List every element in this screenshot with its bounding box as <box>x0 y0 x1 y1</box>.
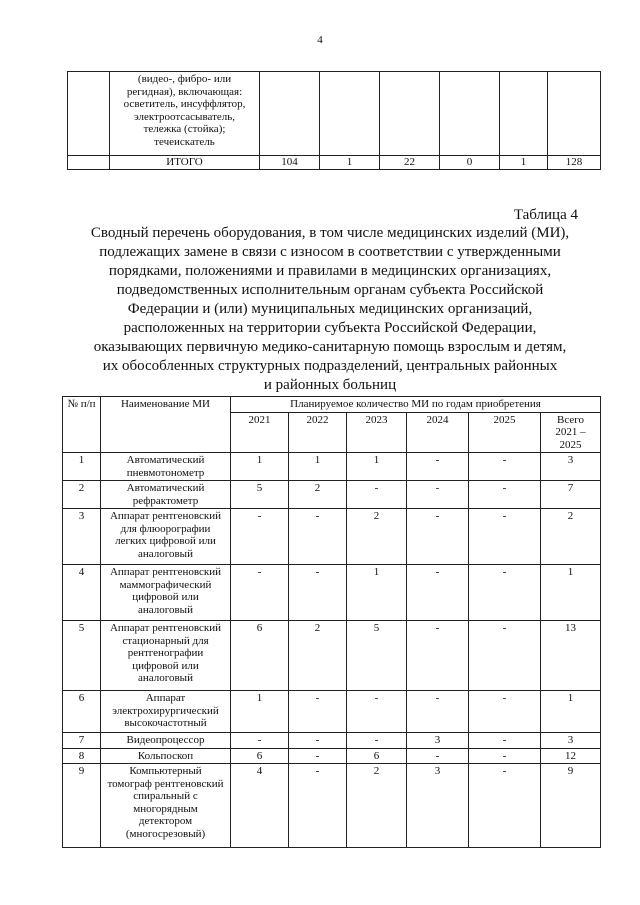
table-row <box>63 509 601 565</box>
document-title <box>70 224 590 395</box>
title-line: порядками, положениями и правилами в медицинских организациях, <box>108 263 552 279</box>
row-name <box>101 481 231 509</box>
table-caption: Таблица 4 <box>513 207 578 223</box>
row-year-value: 1 <box>347 453 407 481</box>
row-name-line: маммографический <box>119 578 212 591</box>
row-year-value: - <box>469 748 541 764</box>
row-name <box>101 453 231 481</box>
row-name-line: Автоматический <box>126 482 205 494</box>
row-name-line: Аппарат рентгеновский <box>109 510 222 522</box>
row-year-value: - <box>469 509 541 565</box>
equipment-table <box>62 396 601 848</box>
row-number: 1 <box>63 453 101 481</box>
row-year-value: 2 <box>347 764 407 848</box>
row-name-line: Аппарат рентгеновский <box>109 622 222 634</box>
row-year-value: 1 <box>231 691 289 733</box>
row-name-line: рентгенографии <box>127 647 204 659</box>
row-number: 2 <box>63 481 101 509</box>
row-year-value: 5 <box>347 621 407 691</box>
row-year-value: - <box>407 565 469 621</box>
row-total: 2 <box>541 509 601 565</box>
row-name <box>101 509 231 565</box>
row-name-line: цифровой или <box>132 591 199 603</box>
row-year-value: - <box>407 621 469 691</box>
row-year-value: - <box>289 691 347 733</box>
row-total: 13 <box>541 621 601 691</box>
row-year-value: - <box>289 565 347 621</box>
row-year-value: - <box>289 733 347 749</box>
table-row <box>63 733 601 749</box>
total-row <box>68 156 601 170</box>
continuation-name-line: электроотсасыватель, <box>133 110 236 123</box>
row-name-line: Аппарат рентгеновский <box>109 566 222 578</box>
header-total-line: 2021 – <box>555 426 586 438</box>
continuation-name-line: (видео-, фибро- или <box>137 73 232 85</box>
row-year-value: 1 <box>289 453 347 481</box>
row-number: 6 <box>63 691 101 733</box>
row-year-value: - <box>407 691 469 733</box>
row-year-value: - <box>407 453 469 481</box>
row-year-value: - <box>347 733 407 749</box>
row-number: 7 <box>63 733 101 749</box>
continuation-row <box>68 72 601 156</box>
row-year-value: 4 <box>231 764 289 848</box>
row-name-line: рефрактометр <box>132 494 199 507</box>
continuation-name-line: течеискатель <box>154 135 215 148</box>
table-row <box>63 621 601 691</box>
row-year-value: 1 <box>347 565 407 621</box>
row-name-line: для флюорографии <box>120 522 211 535</box>
title-line: расположенных на территории субъекта Российской Федерации, <box>123 320 537 336</box>
row-year-value: - <box>469 565 541 621</box>
row-name <box>101 565 231 621</box>
row-total: 12 <box>541 748 601 764</box>
header-num: № п/п <box>63 397 101 453</box>
continuation-value-cell <box>548 72 601 156</box>
total-num-cell <box>68 156 110 170</box>
row-year-value: 6 <box>231 621 289 691</box>
row-name <box>101 748 231 764</box>
row-name <box>101 733 231 749</box>
header-name: Наименование МИ <box>101 397 231 453</box>
row-name-line: легких цифровой или <box>115 535 216 547</box>
row-name <box>101 764 231 848</box>
header-row <box>63 397 601 413</box>
row-name-line: Компьютерный <box>129 765 202 777</box>
continuation-value-cell <box>440 72 500 156</box>
row-name-line: высокочастотный <box>124 717 207 729</box>
row-name-line: стационарный для <box>122 634 209 647</box>
header-total <box>541 412 601 453</box>
row-year-value: 2 <box>289 621 347 691</box>
continuation-value-cell <box>500 72 548 156</box>
title-line: подведомственных исполнительным органам субъекта Российской <box>116 282 544 298</box>
row-number: 3 <box>63 509 101 565</box>
continuation-name-line: тележка (стойка); <box>143 123 226 135</box>
row-total: 3 <box>541 733 601 749</box>
total-value: 104 <box>260 156 320 170</box>
header-total-line: 2025 <box>559 438 582 451</box>
continuation-value-cell <box>320 72 380 156</box>
row-year-value: 3 <box>407 764 469 848</box>
row-name-line: аналоговый <box>138 547 193 560</box>
row-year-value: - <box>407 748 469 764</box>
row-name-line: Аппарат <box>145 692 186 704</box>
row-name-line: аналоговый <box>138 603 193 616</box>
row-name-line: пневмотонометр <box>126 466 205 479</box>
row-year-value: - <box>289 764 347 848</box>
row-name-line: аналоговый <box>138 672 193 684</box>
header-year: 2021 <box>231 412 289 453</box>
row-year-value: - <box>289 748 347 764</box>
table-row <box>63 748 601 764</box>
total-value: 1 <box>320 156 380 170</box>
total-value: 128 <box>548 156 601 170</box>
row-year-value: - <box>347 481 407 509</box>
equipment-table-body <box>63 453 601 848</box>
row-year-value: 1 <box>231 453 289 481</box>
continuation-name-line: регидная), включающая: <box>126 85 243 98</box>
header-total-line: Всего <box>557 413 584 426</box>
table-row <box>63 565 601 621</box>
row-year-value: - <box>231 509 289 565</box>
row-name-line: Кольпоскоп <box>137 749 194 762</box>
row-total: 3 <box>541 453 601 481</box>
row-number: 9 <box>63 764 101 848</box>
row-year-value: 6 <box>231 748 289 764</box>
continuation-value-cell <box>380 72 440 156</box>
title-line: Федерации и (или) муниципальных медицинских организаций, <box>127 301 533 317</box>
row-year-value: - <box>469 481 541 509</box>
row-year-value: 2 <box>347 509 407 565</box>
total-value: 22 <box>380 156 440 170</box>
row-name-line: электрохирургический <box>112 704 219 717</box>
table-row <box>63 481 601 509</box>
continuation-value-cell <box>260 72 320 156</box>
row-year-value: - <box>469 453 541 481</box>
header-planned: Планируемое количество МИ по годам приобретения <box>231 397 601 413</box>
title-line: их обособленных структурных подразделений, центральных районных <box>102 358 558 374</box>
row-name-line: спиральный с <box>133 790 198 802</box>
row-total: 1 <box>541 691 601 733</box>
row-year-value: - <box>289 509 347 565</box>
row-year-value: - <box>469 733 541 749</box>
total-value: 1 <box>500 156 548 170</box>
row-number: 8 <box>63 748 101 764</box>
row-name-line: Автоматический <box>126 454 205 466</box>
row-name-line: томограф рентгеновский <box>107 777 224 790</box>
row-total: 1 <box>541 565 601 621</box>
row-number: 4 <box>63 565 101 621</box>
row-total: 9 <box>541 764 601 848</box>
row-year-value: - <box>347 691 407 733</box>
row-year-value: 2 <box>289 481 347 509</box>
table-row <box>63 691 601 733</box>
header-year: 2025 <box>469 412 541 453</box>
row-year-value: - <box>407 509 469 565</box>
row-name-line: (многосрезовый) <box>125 827 206 840</box>
header-year: 2023 <box>347 412 407 453</box>
header-year: 2024 <box>407 412 469 453</box>
continuation-num-cell <box>68 72 110 156</box>
total-value: 0 <box>440 156 500 170</box>
title-line: и районных больниц <box>263 377 397 393</box>
row-name <box>101 621 231 691</box>
page-number: 4 <box>317 34 323 46</box>
row-name-line: цифровой или <box>132 659 199 672</box>
table-row <box>63 764 601 848</box>
title-line: Сводный перечень оборудования, в том числе медицинских изделий (МИ), <box>90 225 570 241</box>
row-year-value: 5 <box>231 481 289 509</box>
header-year: 2022 <box>289 412 347 453</box>
row-year-value: 3 <box>407 733 469 749</box>
continuation-name-cell <box>110 72 260 156</box>
row-year-value: - <box>469 764 541 848</box>
row-total: 7 <box>541 481 601 509</box>
row-year-value: - <box>407 481 469 509</box>
row-number: 5 <box>63 621 101 691</box>
row-year-value: - <box>469 621 541 691</box>
row-year-value: 6 <box>347 748 407 764</box>
row-name-line: детектором <box>138 815 193 827</box>
title-line: оказывающих первичную медико-санитарную помощь взрослым и детям, <box>93 339 567 355</box>
title-line: подлежащих замене в связи с износом в соответствии с утвержденными <box>99 244 561 260</box>
row-year-value: - <box>469 691 541 733</box>
continuation-name-line: осветитель, инсуффлятор, <box>123 98 246 110</box>
row-name-line: Видеопроцессор <box>126 734 205 746</box>
row-year-value: - <box>231 565 289 621</box>
continuation-table <box>67 71 601 170</box>
table-row <box>63 453 601 481</box>
row-name-line: многорядным <box>133 802 198 815</box>
total-label: ИТОГО <box>110 156 260 170</box>
row-name <box>101 691 231 733</box>
row-year-value: - <box>231 733 289 749</box>
